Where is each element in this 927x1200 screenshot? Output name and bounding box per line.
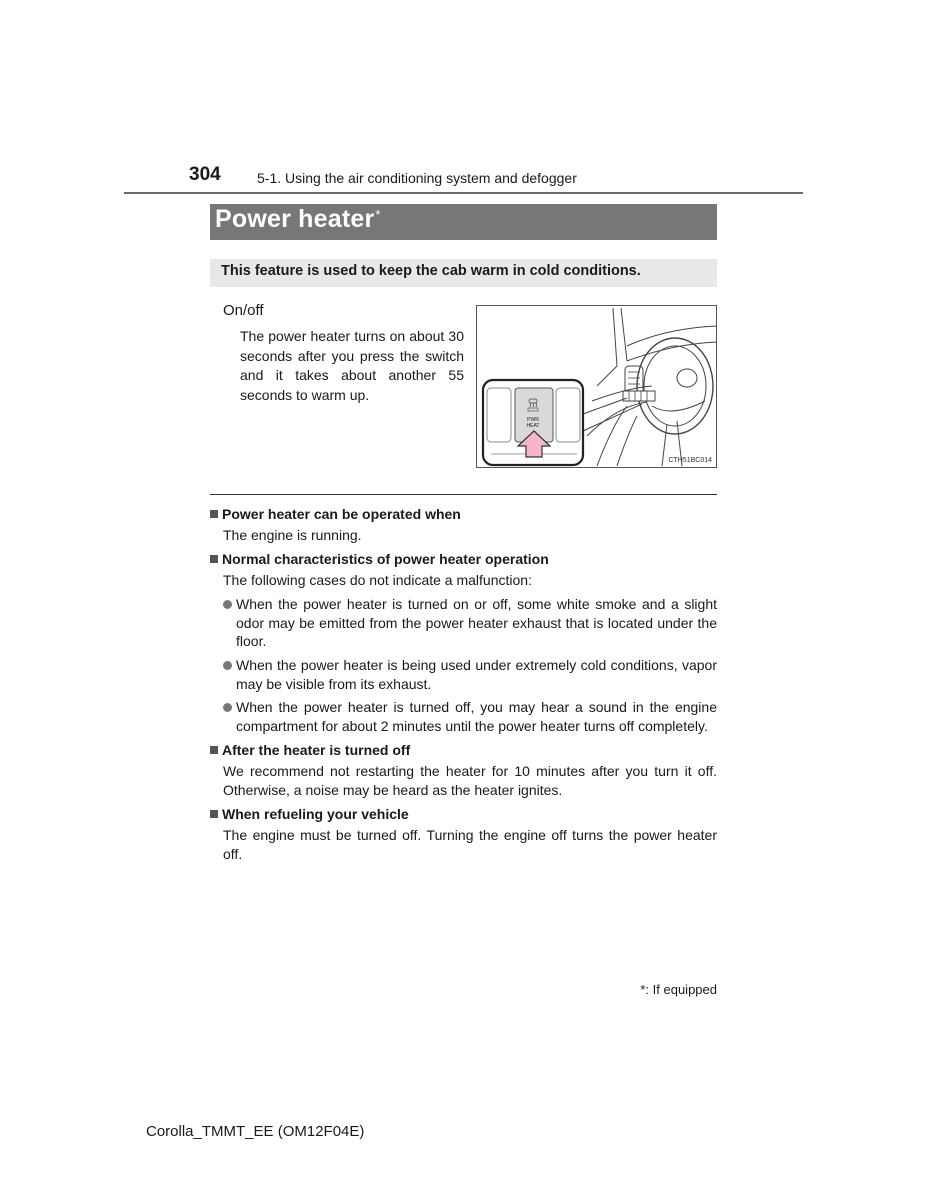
text-after-turned-off: We recommend not restarting the heater for 10 minutes after you turn it off. Otherwise, a noise may be heard as the heater ignites. bbox=[223, 763, 717, 798]
header-divider bbox=[124, 192, 803, 194]
round-bullet-icon bbox=[223, 661, 232, 670]
square-bullet-icon bbox=[210, 510, 218, 518]
text-refueling: The engine must be turned off. Turning the engine off turns the power heater off. bbox=[223, 827, 717, 862]
chapter-title: 5-1. Using the air conditioning system and defogger bbox=[257, 170, 577, 186]
page-number: 304 bbox=[189, 164, 221, 185]
section-divider bbox=[210, 494, 717, 495]
list-item: When the power heater is being used under extremely cold conditions, vapor may be visible from its exhaust. bbox=[223, 656, 717, 693]
dashboard-drawing bbox=[477, 306, 718, 469]
switch-label-heat: HEAT bbox=[526, 423, 540, 429]
if-equipped-mark: * bbox=[375, 207, 381, 222]
switch-label-pwr: PWR bbox=[527, 417, 539, 423]
heading-after-turned-off: After the heater is turned off bbox=[210, 742, 410, 758]
onoff-label: On/off bbox=[223, 302, 264, 319]
figure-code: CTH51BC014 bbox=[668, 457, 712, 464]
section-title-bar bbox=[210, 204, 717, 240]
square-bullet-icon bbox=[210, 746, 218, 754]
round-bullet-icon bbox=[223, 600, 232, 609]
page-title: Power heater* bbox=[215, 205, 381, 233]
heading-operated-when: Power heater can be operated when bbox=[210, 506, 461, 522]
document-footer: Corolla_TMMT_EE (OM12F04E) bbox=[146, 1123, 365, 1140]
intro-bar bbox=[210, 259, 717, 287]
round-bullet-icon bbox=[223, 703, 232, 712]
footnote-if-equipped: *: If equipped bbox=[640, 982, 717, 997]
heading-normal-characteristics: Normal characteristics of power heater operation bbox=[210, 551, 549, 567]
square-bullet-icon bbox=[210, 555, 218, 563]
dashboard-illustration bbox=[476, 305, 717, 468]
square-bullet-icon bbox=[210, 810, 218, 818]
text-normal-characteristics: The following cases do not indicate a malfunction: bbox=[223, 572, 532, 588]
list-item: When the power heater is turned on or off, some white smoke and a slight odor may be emitted from the power heater exhaust that is located under the floor. bbox=[223, 595, 717, 651]
text-operated-when: The engine is running. bbox=[223, 527, 362, 543]
list-item: When the power heater is turned off, you may hear a sound in the engine compartment for about 2 minutes until the power heater turns off completely. bbox=[223, 698, 717, 735]
onoff-description: The power heater turns on about 30 seconds after you press the switch and it takes about another 55 seconds to warm up. bbox=[240, 328, 464, 403]
intro-text: This feature is used to keep the cab warm in cold conditions. bbox=[221, 263, 641, 279]
heading-refueling: When refueling your vehicle bbox=[210, 806, 409, 822]
